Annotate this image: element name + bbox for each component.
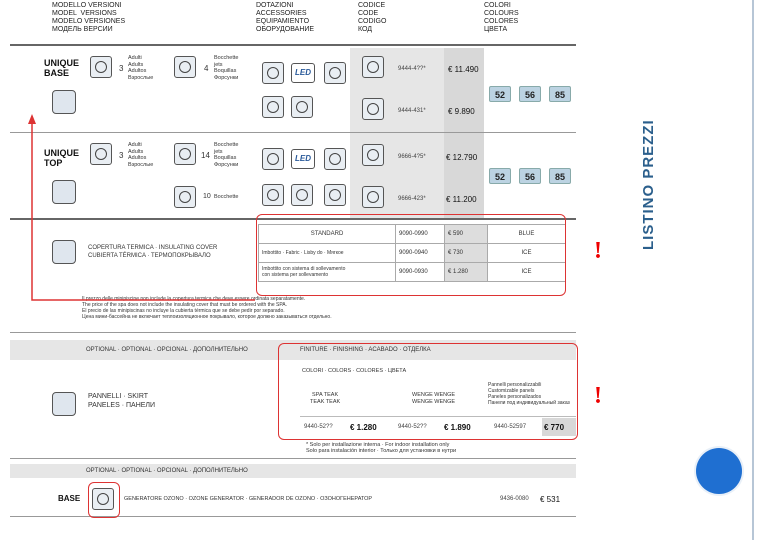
- cover-code: 9090-0930: [396, 263, 445, 282]
- led-icon: LED: [291, 149, 315, 169]
- wenge-label: WENGE WENGE WENGE WENGE: [412, 392, 456, 405]
- skirt-code: 9440-52??: [304, 424, 333, 430]
- price-base-2: € 9.890: [448, 107, 475, 116]
- extra-label: Bocchette: [214, 194, 239, 200]
- model-name-top: UNIQUE TOP: [44, 148, 80, 168]
- price-top-2: € 11.200: [446, 195, 477, 204]
- jets-count: 14: [201, 151, 210, 160]
- cover-code: 9090-0940: [396, 244, 445, 263]
- cover-note: Il prezzo delle minipiscine non include la copertura termica che deve essere ordinata separatamente. The price of the spa does not include the insulating cover that must be ordered with the SPA. El precio de las minipiscinas no incluye la cubierta térmica que se debe pedir por separado. Цена мини-бассейна не включает теплоизоляционное покрывало, которое должно заказываться отдельно.: [82, 296, 332, 320]
- code-base-2: 9444-431*: [398, 108, 426, 114]
- header-models: MODELLO VERSIONI MODEL VERSIONS MODELO VERSIONES МОДЕЛЬ ВЕРСИИ: [52, 2, 126, 33]
- skirt-code: 9440-52597: [494, 424, 527, 430]
- warning-exclamation-icon: !: [594, 238, 602, 264]
- indoor-footnote: * Solo per installazione interna · For indoor installation only Solo para instalación interior · Только для установки в нутри: [306, 442, 457, 454]
- blue-circle-decoration: [696, 448, 742, 494]
- cover-color: ICE: [488, 244, 566, 263]
- color-chip: 56: [519, 86, 541, 102]
- finish-title: FINITURE · FINISHING · ACABADO · ОТДЕЛКА: [300, 347, 431, 353]
- price-base-1: € 11.490: [448, 65, 479, 74]
- adults-count: 3: [119, 64, 124, 73]
- price-top-1: € 12.790: [446, 153, 478, 162]
- skirt-price: € 1.890: [444, 423, 471, 432]
- code-base-1: 9444-4??*: [398, 66, 426, 72]
- cover-code: 9090-0990: [396, 225, 445, 244]
- optional-title: OPTIONAL · OPTIONAL · OPCIONAL · ДОПОЛНИТЕЛЬНО: [86, 468, 248, 474]
- cover-type: Imbottito · Fabric · Lisby do · Мягкое: [259, 244, 396, 263]
- warning-exclamation-icon: !: [594, 383, 602, 409]
- cover-price: € 1.280: [445, 263, 488, 282]
- panel-label: PANNELLI · SKIRT PANELES · ПАНЕЛИ: [88, 393, 156, 409]
- color-chip: 52: [489, 86, 511, 102]
- custom-panel-label: Pannelli personalizzabili Customizable panels Paneles personalizados Панели под индивидуальный заказ: [488, 382, 570, 406]
- adults-label: Adulti Adults Adultos Взрослые: [128, 55, 154, 81]
- color-chip: 85: [549, 86, 571, 102]
- vertical-title: LISTINO PREZZI: [640, 119, 657, 250]
- header-colours: COLORI COLOURS COLORES ЦВЕТА: [484, 2, 519, 33]
- code-top-1: 9666-4?5*: [398, 154, 426, 160]
- jets-count: 4: [204, 64, 209, 73]
- skirt-code: 9440-52??: [398, 424, 427, 430]
- ozone-description: GENERATORE OZONO · OZONE GENERATOR · GENERADOR DE OZONO · ОЗОНОГЕНЕРАТОР: [124, 496, 373, 502]
- cover-label: COPERTURA TERMICA · INSULATING COVER CUBIERTA TÉRMICA · ТЕРМОПОКРЫВАЛО: [88, 245, 218, 259]
- header-accessories: DOTAZIONI ACCESSORIES EQUIPAMIENTO ОБОРУДОВАНИЕ: [256, 2, 315, 33]
- ozone-price: € 531: [540, 495, 561, 504]
- jets-label: Bocchette jets Boquillas Форсунки: [214, 55, 239, 81]
- cover-color: BLUE: [488, 225, 566, 244]
- extra-count: 10: [203, 193, 211, 200]
- teak-label: SPA TEAK TEAK TEAK: [310, 392, 341, 405]
- ozone-code: 9436-0080: [500, 496, 529, 502]
- cover-type: STANDARD: [259, 225, 396, 244]
- code-top-2: 9666-423*: [398, 196, 426, 202]
- cover-price: € 590: [445, 225, 488, 244]
- colors-title: COLORI · COLORS · COLORES · ЦВЕТА: [302, 368, 407, 374]
- adults-label: Adulti Adults Adultos Взрослые: [128, 142, 154, 168]
- skirt-price: € 1.280: [350, 423, 377, 432]
- skirt-price: € 770: [544, 423, 565, 432]
- cover-price: € 730: [445, 244, 488, 263]
- adults-count: 3: [119, 151, 124, 160]
- color-chip: 56: [519, 168, 541, 184]
- cover-type: Imbottito con sistema di sollevamento con sistema per sollevamento: [259, 263, 396, 282]
- color-chip: 52: [489, 168, 511, 184]
- model-name-base: UNIQUE BASE: [44, 58, 80, 78]
- led-icon: LED: [291, 63, 315, 83]
- optional-title: OPTIONAL · OPTIONAL · OPCIONAL · ДОПОЛНИТЕЛЬНО: [86, 347, 248, 353]
- header-code: CODICE CODE CODIGO КОД: [358, 2, 387, 33]
- right-panel-border: [752, 0, 754, 540]
- base-row-label: BASE: [58, 494, 81, 503]
- color-chip: 85: [549, 168, 571, 184]
- cover-color: ICE: [488, 263, 566, 282]
- jets-label: Bocchette jets Boquillas Форсунки: [214, 142, 239, 168]
